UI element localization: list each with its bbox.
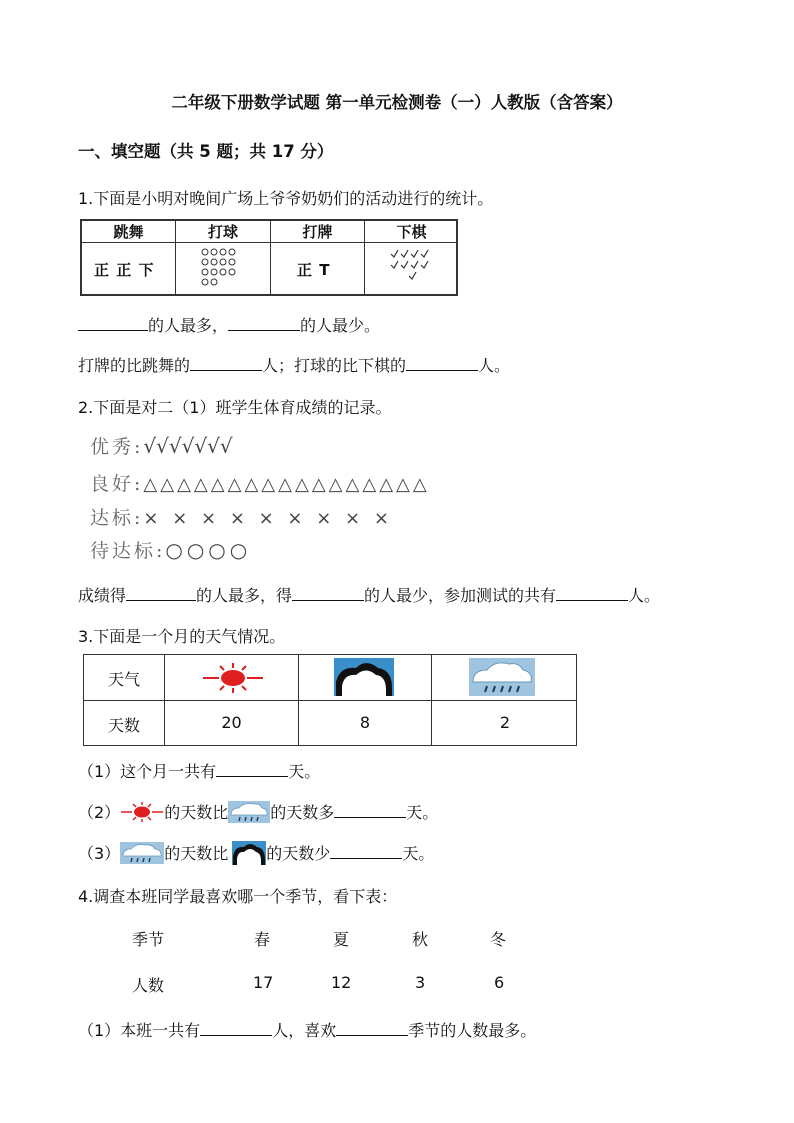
q3-days-rain: 2 [499, 713, 511, 732]
q4-count-summer: 12 [331, 973, 352, 992]
q4-season-spring: 春 [254, 930, 271, 949]
rain-cloud-icon [469, 658, 535, 696]
q4-count-label: 人数 [132, 976, 165, 995]
answer-blank[interactable] [200, 1021, 272, 1036]
q4-prompt: 4.调查本班同学最喜欢哪一个季节，看下表： [78, 887, 398, 906]
q1-prompt: 1.下面是小明对晚间广场上爷爷奶奶们的活动进行的统计。 [78, 189, 494, 208]
q1-line2: 打牌的比跳舞的 人；打球的比下棋的 人。 [78, 356, 511, 375]
q3-prompt: 3.下面是一个月的天气情况。 [78, 627, 286, 646]
q1-tally-dance: 正 正 下 [94, 261, 155, 279]
answer-blank[interactable] [126, 586, 196, 601]
answer-blank[interactable] [292, 586, 364, 601]
q1-header-chess: 下棋 [396, 223, 427, 241]
cloud-icon [334, 658, 394, 696]
q3-days-cloudy: 8 [359, 713, 371, 732]
sun-icon [201, 662, 265, 694]
q3-table [83, 654, 577, 746]
q2-prompt: 2.下面是对二（1）班学生体育成绩的记录。 [78, 398, 392, 417]
q4-season-autumn: 秋 [412, 930, 429, 949]
rain-cloud-icon [120, 842, 164, 864]
q1-header-dance: 跳舞 [113, 223, 144, 241]
q3-sub1: （1）这个月一共有 天。 [78, 762, 321, 781]
q4-count-autumn: 3 [415, 973, 426, 992]
answer-blank[interactable] [216, 762, 288, 777]
page-title: 二年级下册数学试题 第一单元检测卷（一）人教版（含答案） [171, 93, 623, 112]
q1-tally-cards: 正 T [297, 261, 331, 279]
q1-header-cards: 打牌 [302, 223, 333, 241]
q3-days-label: 天数 [107, 716, 140, 735]
q2-row-good: 良好:△△△△△△△△△△△△△△△△△ [90, 473, 430, 495]
q1-table [80, 219, 458, 296]
q3-days-sunny: 20 [221, 713, 242, 732]
answer-blank[interactable] [336, 1021, 408, 1036]
q3-sub3: （3） 的天数比 的天数少 天。 [78, 841, 434, 865]
q1-line1: 的人最多， 的人最少。 [78, 313, 380, 336]
rain-cloud-icon [228, 801, 270, 823]
q4-season-label: 季节 [132, 930, 165, 949]
answer-blank[interactable] [330, 844, 402, 859]
answer-blank[interactable] [556, 586, 628, 601]
cloud-icon [232, 841, 266, 865]
answer-blank[interactable] [228, 316, 300, 331]
q2-row-pending: 待达标:○○○○ [90, 538, 252, 562]
answer-blank[interactable] [334, 803, 406, 818]
answer-blank[interactable] [406, 356, 478, 371]
answer-blank[interactable] [190, 356, 262, 371]
q4-sub1: （1）本班一共有 人，喜欢 季节的人数最多。 [78, 1021, 537, 1040]
q3-sub2: （2） 的天数比 的天数多 天。 [78, 803, 439, 822]
answer-blank[interactable] [78, 316, 148, 331]
q2-line: 成绩得 的人最多，得 的人最少，参加测试的共有 人。 [78, 586, 661, 605]
section-heading: 一、填空题（共 5 题；共 17 分） [78, 142, 334, 161]
q4-count-winter: 6 [494, 973, 505, 992]
q4-season-summer: 夏 [333, 930, 350, 949]
q2-row-excellent: 优秀:√√√√√√√ [90, 434, 233, 458]
q1-ball-circles [200, 247, 246, 293]
q3-weather-label: 天气 [107, 670, 140, 689]
q1-header-ball: 打球 [207, 223, 238, 241]
sun-icon [120, 801, 164, 823]
q4-season-winter: 冬 [490, 930, 507, 949]
q2-row-pass: 达标:× × × × × × × × × [90, 507, 393, 529]
q1-chess-checks [390, 249, 434, 289]
q4-count-spring: 17 [253, 973, 274, 992]
